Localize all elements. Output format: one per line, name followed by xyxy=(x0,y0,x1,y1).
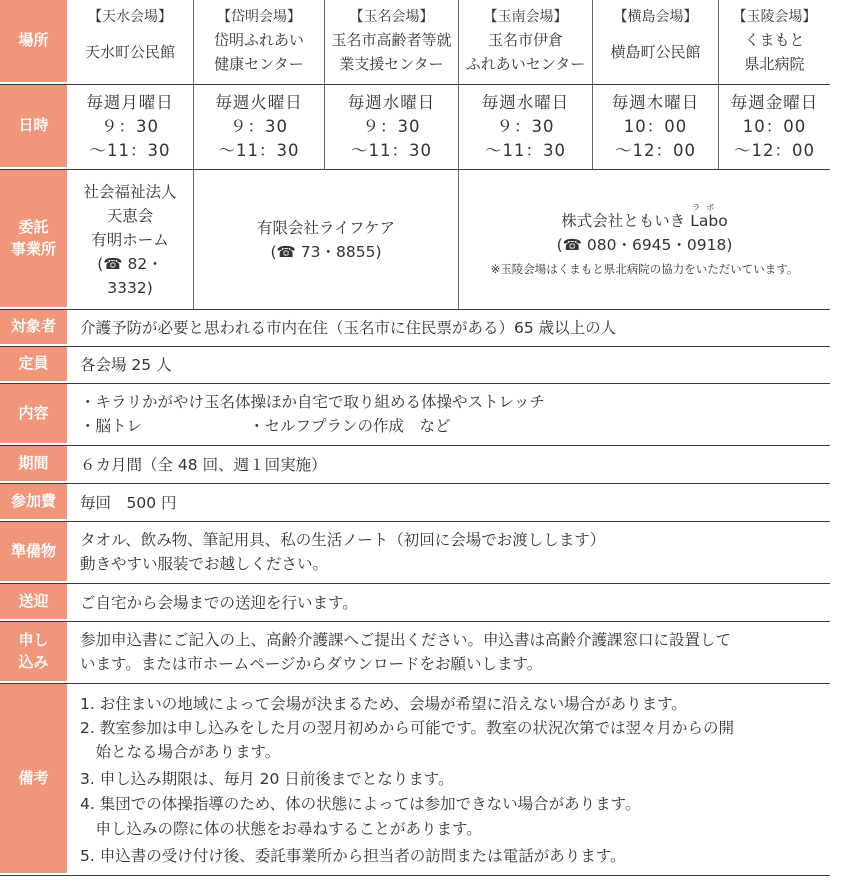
schedule-col-5 xyxy=(718,85,830,169)
schedule-day: 毎週月曜日 xyxy=(86,93,174,112)
venue-name: 【天水会場】 xyxy=(88,9,172,25)
row-fee xyxy=(0,484,830,522)
schedule-end: ～11：30 xyxy=(351,141,432,160)
schedule-start: 10：00 xyxy=(623,117,688,136)
venue-col-5 xyxy=(718,0,830,84)
capacity-text: 各会場 25 人 xyxy=(80,356,172,374)
header-contractor: 委託 事業所 xyxy=(0,170,67,309)
venue-col-2 xyxy=(324,0,458,84)
header-transport: 送迎 xyxy=(0,584,67,621)
remark-line-6: 申し込みの際に体の状態をお尋ねすることがあります。 xyxy=(80,820,482,838)
contractor-1: 社会福祉法人 天恵会 有明ホーム (☎ 82・ 3332) xyxy=(83,182,177,297)
transport-text: ご自宅から会場までの送迎を行います。 xyxy=(80,594,358,612)
venue-name: 【玉陵会場】 xyxy=(732,9,817,25)
schedule-col-4 xyxy=(592,85,718,169)
venue-place: 健康センター xyxy=(214,55,304,73)
contractor-name: 有限会社ライフケア xyxy=(256,218,396,237)
row-datetime xyxy=(0,85,830,170)
schedule-day: 毎週木曜日 xyxy=(611,93,700,112)
venue-name: 【横島会場】 xyxy=(613,9,698,25)
schedule-start: ９：30 xyxy=(101,117,159,136)
header-apply: 申し 込み xyxy=(0,622,67,683)
row-place xyxy=(0,0,830,85)
venue-name: 【玉名会場】 xyxy=(349,9,434,25)
header-fee: 参加費 xyxy=(0,484,67,521)
venue-place: くまもと xyxy=(744,31,805,49)
target-text: 介護予防が必要と思われる市内在住（玉名市に住民票がある）65 歳以上の人 xyxy=(80,319,617,337)
remark-line-1: 1. お住まいの地域によって会場が決まるため、会場が希望に沿えない場合があります。 xyxy=(80,695,687,713)
venue-col-3 xyxy=(458,0,592,84)
row-content xyxy=(0,384,830,446)
schedule-start: ９：30 xyxy=(230,117,288,136)
row-transport xyxy=(0,584,830,622)
remark-line-7: 5. 申込書の受け付け後、委託事業所から担当者の訪問または電話があります。 xyxy=(80,847,626,865)
ruby-text: ラボ xyxy=(692,202,721,212)
remark-line-3: 始となる場合があります。 xyxy=(80,743,281,761)
schedule-start: ９：30 xyxy=(362,117,421,136)
venue-place: 玉名市伊倉 xyxy=(487,31,563,49)
venue-names xyxy=(67,0,830,84)
contractor-3 xyxy=(458,170,830,309)
period-text: ６カ月間（全 48 回、週１回実施） xyxy=(80,456,327,474)
venue-place: 天水町公民館 xyxy=(84,43,175,61)
remark-line-2: 2. 教室参加は申し込みをした月の翌月初めから可能です。教室の状況次第では翌々月からの開 xyxy=(80,719,734,737)
contractor-2 xyxy=(193,170,458,309)
content-line-2b: ・セルフプランの作成 など xyxy=(249,417,451,435)
header-datetime: 日時 xyxy=(0,85,67,169)
remark-line-5: 4. 集団での体操指導のため、体の状態によっては参加できない場合があります。 xyxy=(80,795,641,813)
header-content: 内容 xyxy=(0,384,67,445)
header-target: 対象者 xyxy=(0,310,67,346)
schedule-end: ～11：30 xyxy=(485,141,566,160)
content-line-2a: ・脳トレ xyxy=(80,417,143,435)
prep-line-1: タオル、飲み物、筆記用具、私の生活ノート（初回に会場でお渡しします） xyxy=(80,531,606,549)
venue-name: 【玉南会場】 xyxy=(483,9,568,25)
schedule-day: 毎週金曜日 xyxy=(730,93,819,112)
schedule-day: 毎週水曜日 xyxy=(481,93,570,112)
venue-col-0 xyxy=(67,0,193,84)
contractor-tel: (☎ 080・6945・0918) xyxy=(556,235,733,254)
remark-line-4: 3. 申し込み期限は、毎月 20 日前後までとなります。 xyxy=(80,770,454,788)
header-remarks: 備考 xyxy=(0,684,67,875)
schedule-start: ９：30 xyxy=(496,117,555,136)
row-capacity xyxy=(0,347,830,384)
schedule-col-2 xyxy=(324,85,458,169)
prep-line-2: 動きやすい服装でお越しください。 xyxy=(80,555,329,573)
venue-col-4 xyxy=(592,0,718,84)
header-capacity: 定員 xyxy=(0,347,67,383)
row-target xyxy=(0,310,830,347)
venue-col-1 xyxy=(193,0,324,84)
apply-line-1: 参加申込書にご記入の上、高齢介護課へご提出ください。申込書は高齢介護課窓口に設置して xyxy=(80,631,732,649)
row-apply xyxy=(0,622,830,684)
venue-place: ふれあいセンター xyxy=(465,55,586,73)
row-period xyxy=(0,446,830,484)
schedule-day: 毎週火曜日 xyxy=(215,93,303,112)
apply-line-2: います。または市ホームページからダウンロードをお願いします。 xyxy=(80,655,543,673)
content-line-1: ・キラリかがやけ玉名体操ほか自宅で取り組める体操やストレッチ xyxy=(80,393,545,411)
schedule-day: 毎週水曜日 xyxy=(347,93,436,112)
venue-place: 県北病院 xyxy=(744,55,805,73)
schedule-col-1 xyxy=(193,85,324,169)
schedule-col-3 xyxy=(458,85,592,169)
row-contractor xyxy=(0,170,830,310)
schedule-end: ～11：30 xyxy=(89,141,171,160)
row-prep xyxy=(0,522,830,584)
contractor-tel: (☎ 73・8855) xyxy=(270,242,382,261)
schedule-start: 10：00 xyxy=(742,117,807,136)
fee-text: 毎回 500 円 xyxy=(80,494,177,512)
venue-place: 岱明ふれあい xyxy=(213,31,304,49)
schedule-end: ～12：00 xyxy=(615,141,696,160)
venue-place: 玉名市高齢者等就 xyxy=(331,31,452,49)
header-prep: 準備物 xyxy=(0,522,67,583)
schedule-col-0 xyxy=(67,85,193,169)
venue-name: 【岱明会場】 xyxy=(217,9,301,25)
contractor-note: ※玉陵会場はくまもと県北病院の協力をいただいています。 xyxy=(490,261,799,276)
venue-place: 業支援センター xyxy=(339,55,444,73)
schedule-end: ～11：30 xyxy=(218,141,300,160)
venue-place: 横島町公民館 xyxy=(610,43,701,61)
row-remarks xyxy=(0,684,830,876)
header-place: 場所 xyxy=(0,0,67,84)
schedule-end: ～12：00 xyxy=(734,141,815,160)
header-period: 期間 xyxy=(0,446,67,483)
contractor-name: 株式会社ともいき ラボ Labo xyxy=(561,209,727,233)
